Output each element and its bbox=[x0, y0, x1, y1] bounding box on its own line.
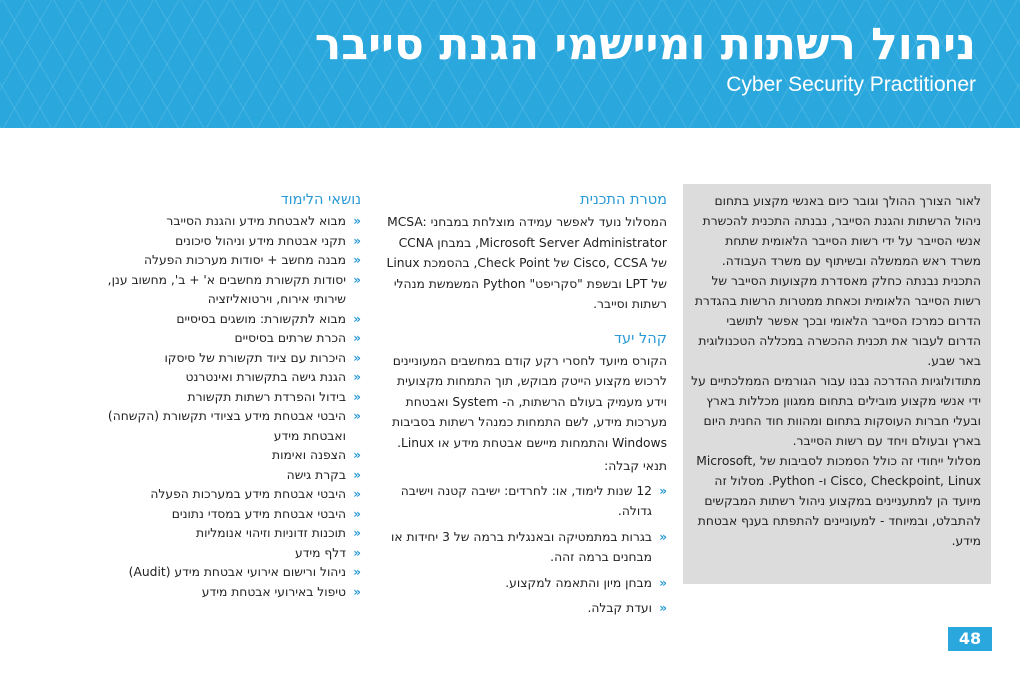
chevron-icon: « bbox=[659, 575, 667, 590]
chevron-icon: « bbox=[353, 331, 361, 345]
target-audience-heading: קהל יעד bbox=[614, 330, 667, 347]
chevron-icon: « bbox=[353, 526, 361, 540]
list-item: « תוכנות זדוניות וזיהוי אנומליות bbox=[103, 524, 361, 544]
list-item: « מבנה מחשב + יסודות מערכות הפעלה bbox=[103, 251, 361, 271]
chevron-icon: « bbox=[659, 483, 667, 498]
chevron-icon: « bbox=[353, 389, 361, 404]
chevron-icon: « bbox=[353, 467, 361, 482]
list-item: « מבוא לאבטחת מידע והגנת הסייבר bbox=[103, 212, 361, 232]
list-item: « הצפנה ואימות bbox=[103, 446, 361, 466]
page-subtitle: Cyber Security Practitioner bbox=[726, 73, 976, 96]
list-item: « ועדת קבלה. bbox=[380, 598, 667, 619]
list-item: « היבטי אבטחת מידע בציודי תקשורת (הקשחה) ואבטחת מידע bbox=[107, 409, 361, 443]
list-item: « טיפול באירועי אבטחת מידע bbox=[103, 583, 361, 603]
list-item: « דלף מידע bbox=[103, 544, 361, 564]
chevron-icon: « bbox=[659, 601, 667, 615]
list-item: « 12 שנות לימוד, או: לחרדים: ישיבה קטנה וישיבה גדולה. bbox=[380, 481, 667, 522]
conditions-list bbox=[380, 481, 667, 619]
chevron-icon: « bbox=[353, 545, 361, 560]
list-item: « בגרות במתמטיקה ובאנגלית ברמה של 3 יחידות או מבחנים ברמה זהה. bbox=[380, 527, 667, 568]
page-title: ניהול רשתות ומיישמי הגנת סייבר bbox=[314, 19, 976, 70]
intro-box bbox=[683, 184, 991, 584]
chevron-icon: « bbox=[353, 448, 361, 462]
chevron-icon: « bbox=[353, 584, 361, 599]
topics-list bbox=[103, 212, 361, 602]
program-goal-text: המסלול נועד לאפשר עמידה מוצלחת במבחני MCSA: Microsoft Server Administrator, במבחן CCNA של Cisco, CCSA של Check Point, בהסמכת Linux של LPT ובשפת "סקריפט" Python המשמשת מנהלי רשתות וסייבר. bbox=[386, 215, 667, 311]
conditions-label: תנאי קבלה: bbox=[604, 459, 667, 473]
chevron-icon: « bbox=[353, 409, 361, 423]
list-item: « היבטי אבטחת מידע במסדי נתונים bbox=[103, 505, 361, 525]
list-item: « בקרת גישה bbox=[103, 466, 361, 486]
chevron-icon: « bbox=[353, 233, 361, 248]
page-number: 48 bbox=[948, 627, 992, 651]
header-banner bbox=[0, 0, 1020, 128]
list-item: « הגנת גישה בתקשורת ואינטרנט bbox=[103, 368, 361, 388]
topics-heading: נושאי הלימוד bbox=[280, 192, 361, 208]
list-item: « בידול והפרדת רשתות תקשורת bbox=[103, 388, 361, 408]
chevron-icon: « bbox=[353, 565, 361, 579]
chevron-icon: « bbox=[353, 506, 361, 521]
chevron-icon: « bbox=[353, 272, 361, 287]
chevron-icon: « bbox=[353, 350, 361, 365]
chevron-icon: « bbox=[659, 529, 667, 544]
intro-paragraph: לאור הצורך ההולך וגובר כיום באנשי מקצוע בתחום ניהול הרשתות והגנת הסייבר, נבנתה התכנית להכשרת אנשי הסייבר על ידי רשות הסייבר הלאומית שתחת משרד ראש הממשלה ובשיתוף עם משרד העבודה. התכנית נבנתה כחלק מאסדרת מקצועות הסייבר של רשות הסייבר הלאומית וכאחת ממטרות הרשות בהגדרת הדרום כמרכז הסייבר הלאומי ובכך אפשר לתושבי הדרום לעבור את תכנית ההכשרה במכללה הטכנולוגית באר שבע. bbox=[694, 194, 981, 368]
list-item: « מבחן מיון והתאמה למקצוע. bbox=[380, 573, 667, 594]
intro-paragraph: מתודולוגיות ההדרכה נבנו עבור הגורמים הממלכתיים על ידי אנשי מקצוע מובילים בתחום ממגוון מכללות בארץ ובעלי חברות העוסקות בתחום ומהוות חוד החנית היום בארץ ובעולם ויחד עם רשות הסייבר. bbox=[691, 374, 981, 448]
chevron-icon: « bbox=[353, 370, 361, 384]
list-item: « ניהול ורישום אירועי אבטחת מידע (Audit) bbox=[103, 563, 361, 583]
list-item: « תקני אבטחת מידע וניהול סיכונים bbox=[103, 232, 361, 252]
topics-column bbox=[103, 190, 361, 602]
chevron-icon: « bbox=[353, 214, 361, 228]
intro-paragraph: מסלול ייחודי זה כולל הסמכות לסביבות של Microsoft, Cisco, Checkpoint, Linux ו- Python. מסלול זה מיועד הן למתעניינים במקצוע ניהול רשתות המבקשים להתבלט, ובמיוחד - למעוניינים להתפתח בענף אבטחת מידע. bbox=[696, 454, 981, 548]
chevron-icon: « bbox=[353, 253, 361, 267]
list-item: « מבוא לתקשורת: מושגים בסיסיים bbox=[103, 310, 361, 330]
chevron-icon: « bbox=[353, 487, 361, 501]
middle-column bbox=[380, 190, 667, 624]
list-item: « היכרות עם ציוד תקשורת של סיסקו bbox=[103, 349, 361, 369]
chevron-icon: « bbox=[353, 311, 361, 326]
target-audience-text: הקורס מיועד לחסרי רקע קודם במחשבים המעוניינים לרכוש מקצוע הייטק מבוקש, תוך התמחות מקצועית וידע מעמיק בעולם הרשתות, ה- System ואבטחת מערכות מידע, לשם התמחות כמנהל רשתות בסביבות Windows והתמחות מיישם אבטחת מידע או Linux. bbox=[391, 353, 667, 450]
program-goal-heading: מטרת התכנית bbox=[580, 192, 667, 208]
list-item: « יסודות תקשורת מחשבים א' + ב', מחשוב ענן, שירותי אירוח, וירטואליזציה bbox=[107, 272, 361, 306]
list-item: « היבטי אבטחת מידע במערכות הפעלה bbox=[103, 485, 361, 505]
list-item: « הכרת שרתים בסיסיים bbox=[103, 329, 361, 349]
